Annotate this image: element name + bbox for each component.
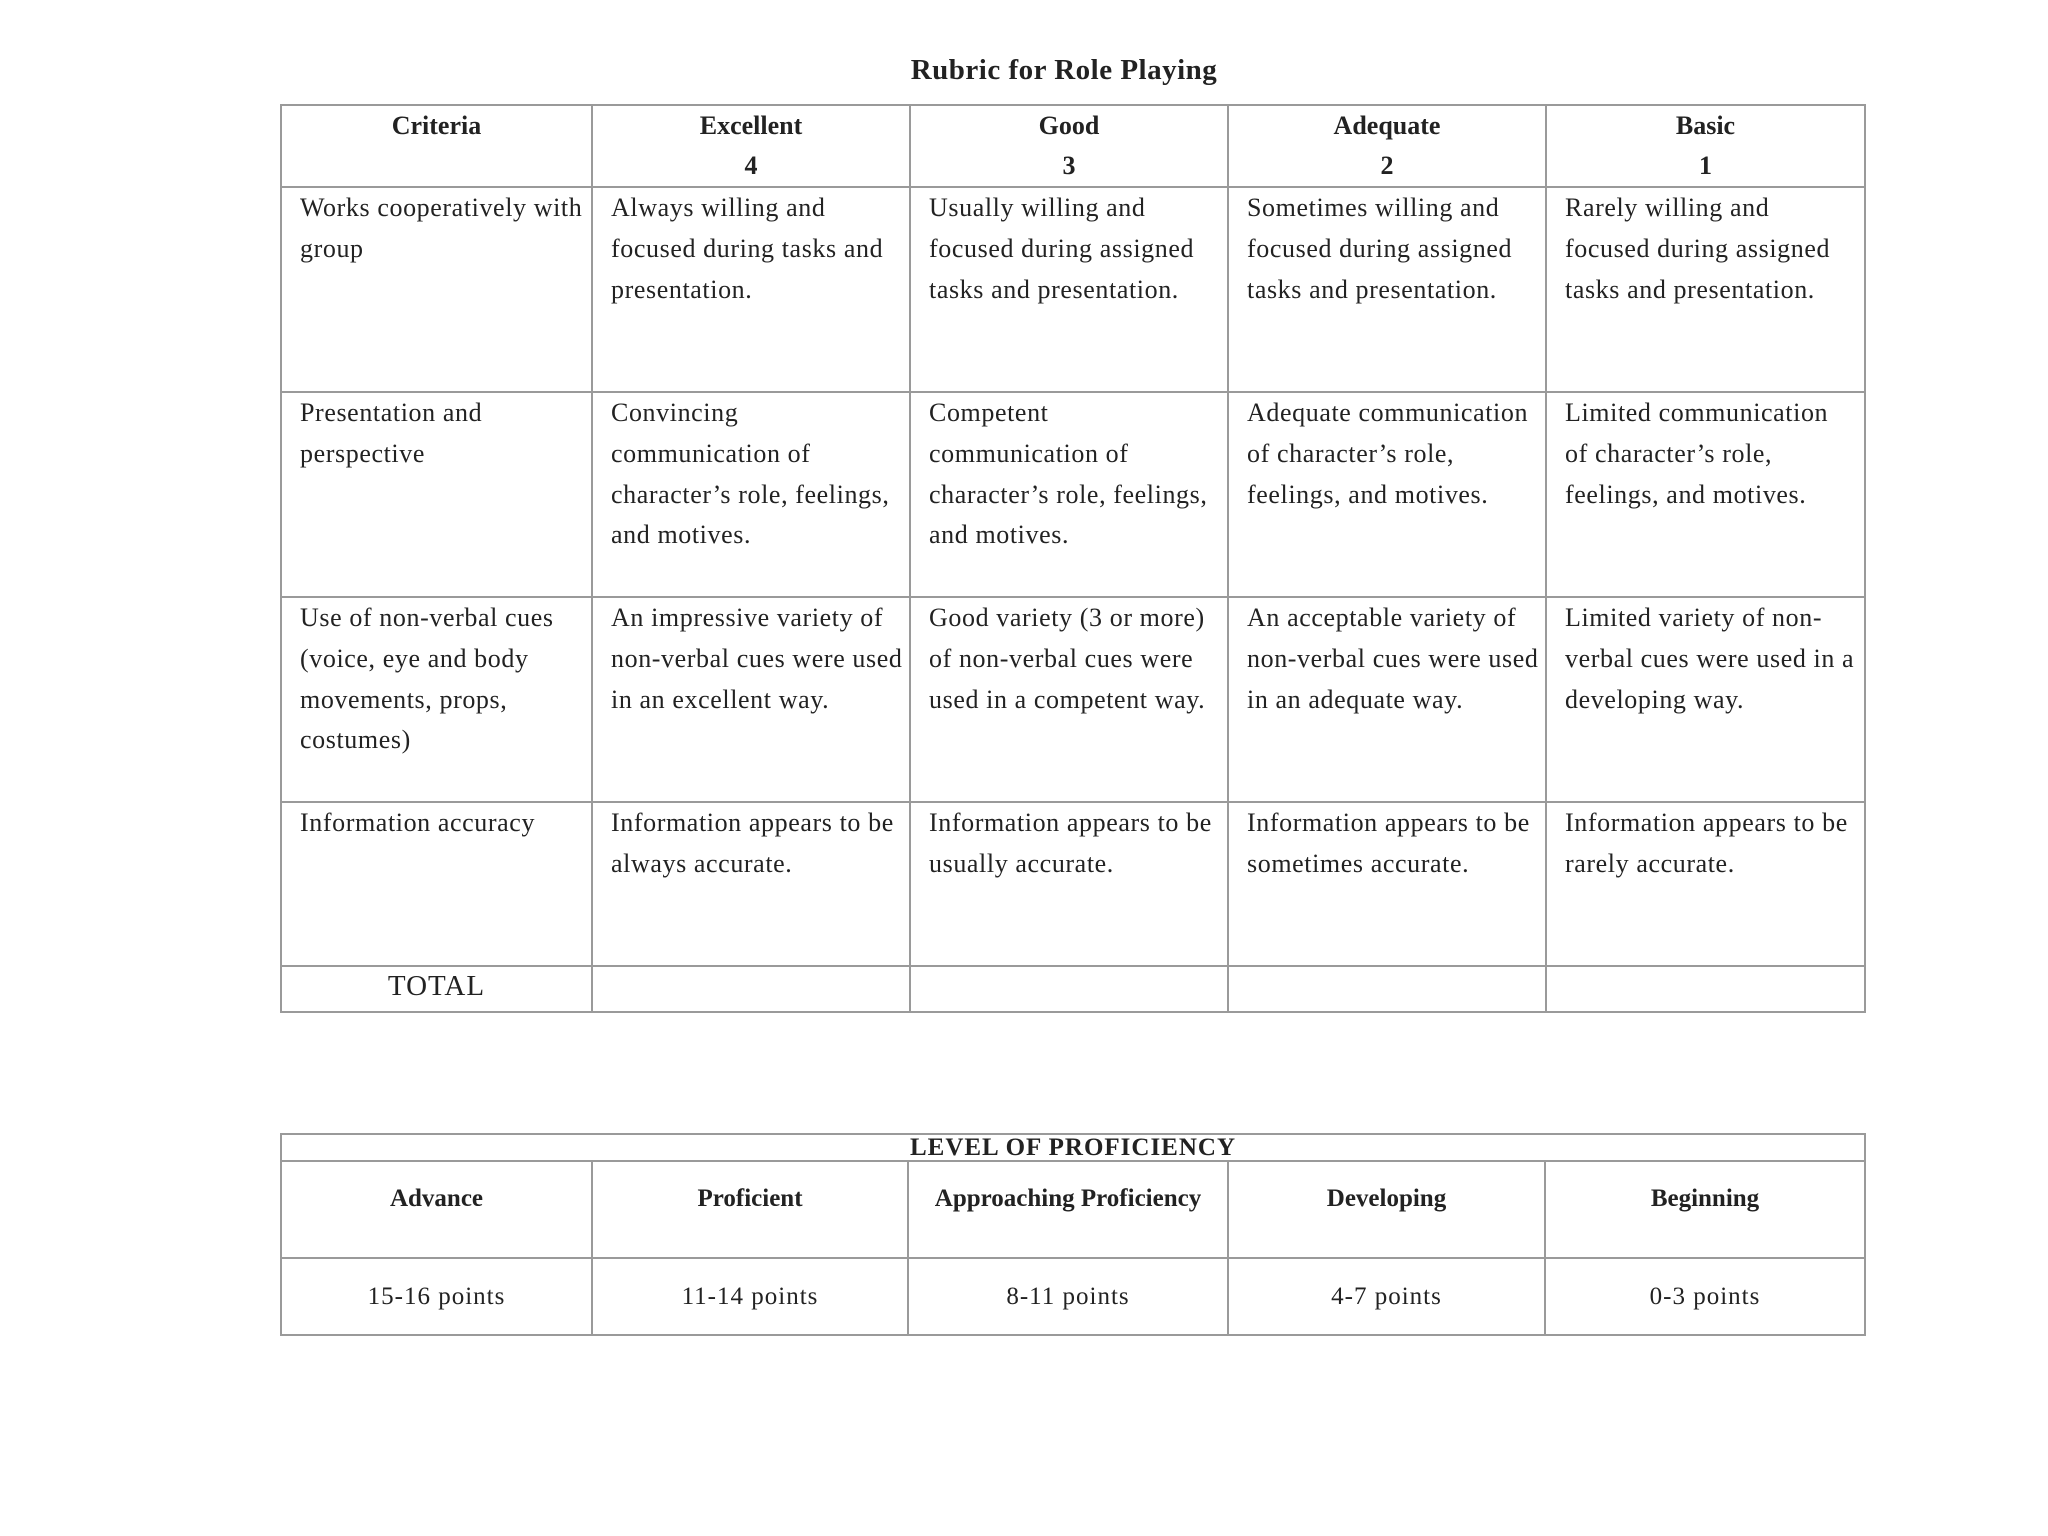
proficiency-level: Developing bbox=[1228, 1161, 1545, 1258]
descriptor-cell: Information appears to be rarely accurate. bbox=[1546, 802, 1865, 966]
criterion-cell: Works cooperatively with group bbox=[281, 187, 592, 392]
level-header-excellent bbox=[592, 105, 910, 187]
proficiency-level-row bbox=[281, 1161, 1865, 1258]
descriptor-cell: Sometimes willing and focused during assigned tasks and presentation. bbox=[1228, 187, 1546, 392]
rubric-header-row bbox=[281, 105, 1865, 187]
proficiency-level: Beginning bbox=[1545, 1161, 1865, 1258]
level-name: Adequate bbox=[1333, 111, 1441, 140]
proficiency-title: LEVEL OF PROFICIENCY bbox=[281, 1134, 1865, 1161]
descriptor-cell: Adequate communication of character’s role, feelings, and motives. bbox=[1228, 392, 1546, 597]
level-name: Excellent bbox=[699, 111, 803, 140]
descriptor-cell: Always willing and focused during tasks and presentation. bbox=[592, 187, 910, 392]
descriptor-cell: Information appears to be sometimes accurate. bbox=[1228, 802, 1546, 966]
proficiency-points: 4-7 points bbox=[1228, 1258, 1545, 1335]
descriptor-cell: Limited variety of non-verbal cues were used in a developing way. bbox=[1546, 597, 1865, 802]
total-cell-good bbox=[910, 966, 1228, 1012]
proficiency-points: 11-14 points bbox=[592, 1258, 908, 1335]
proficiency-table bbox=[280, 1133, 1866, 1336]
proficiency-level: Approaching Proficiency bbox=[908, 1161, 1228, 1258]
descriptor-cell: An acceptable variety of non-verbal cues were used in an adequate way. bbox=[1228, 597, 1546, 802]
total-cell-basic bbox=[1546, 966, 1865, 1012]
level-name: Good bbox=[1038, 111, 1100, 140]
descriptor-cell: Rarely willing and focused during assigned tasks and presentation. bbox=[1546, 187, 1865, 392]
total-cell-excellent bbox=[592, 966, 910, 1012]
rubric-row-total bbox=[281, 966, 1865, 1012]
level-header-adequate bbox=[1228, 105, 1546, 187]
descriptor-cell: Information appears to be always accurate. bbox=[592, 802, 910, 966]
criterion-cell: Use of non-verbal cues (voice, eye and body movements, props, costumes) bbox=[281, 597, 592, 802]
descriptor-cell: Usually willing and focused during assigned tasks and presentation. bbox=[910, 187, 1228, 392]
level-score: 2 bbox=[1380, 151, 1394, 180]
proficiency-level: Proficient bbox=[592, 1161, 908, 1258]
level-header-good bbox=[910, 105, 1228, 187]
level-score: 3 bbox=[1062, 151, 1076, 180]
level-header-basic bbox=[1546, 105, 1865, 187]
rubric-row-presentation bbox=[281, 392, 1865, 597]
rubric-row-nonverbal bbox=[281, 597, 1865, 802]
criterion-cell: Information accuracy bbox=[281, 802, 592, 966]
proficiency-points: 15-16 points bbox=[281, 1258, 592, 1335]
total-label: TOTAL bbox=[281, 966, 592, 1012]
level-name: Basic bbox=[1675, 111, 1736, 140]
total-cell-adequate bbox=[1228, 966, 1546, 1012]
proficiency-points: 8-11 points bbox=[908, 1258, 1228, 1335]
proficiency-points: 0-3 points bbox=[1545, 1258, 1865, 1335]
level-score: 4 bbox=[744, 151, 758, 180]
descriptor-cell: Information appears to be usually accurate. bbox=[910, 802, 1228, 966]
descriptor-cell: Good variety (3 or more) of non-verbal cues were used in a competent way. bbox=[910, 597, 1228, 802]
criteria-header: Criteria bbox=[281, 105, 592, 187]
proficiency-points-row bbox=[281, 1258, 1865, 1335]
descriptor-cell: Competent communication of character’s role, feelings, and motives. bbox=[910, 392, 1228, 597]
page-title: Rubric for Role Playing bbox=[910, 54, 1218, 86]
rubric-row-cooperation bbox=[281, 187, 1865, 392]
proficiency-title-row bbox=[281, 1134, 1865, 1161]
rubric-table bbox=[280, 104, 1866, 1013]
rubric-row-accuracy bbox=[281, 802, 1865, 966]
proficiency-level: Advance bbox=[281, 1161, 592, 1258]
criterion-cell: Presentation and perspective bbox=[281, 392, 592, 597]
level-score: 1 bbox=[1699, 151, 1712, 180]
descriptor-cell: An impressive variety of non-verbal cues were used in an excellent way. bbox=[592, 597, 910, 802]
descriptor-cell: Limited communication of character’s role, feelings, and motives. bbox=[1546, 392, 1865, 597]
descriptor-cell: Convincing communication of character’s role, feelings, and motives. bbox=[592, 392, 910, 597]
